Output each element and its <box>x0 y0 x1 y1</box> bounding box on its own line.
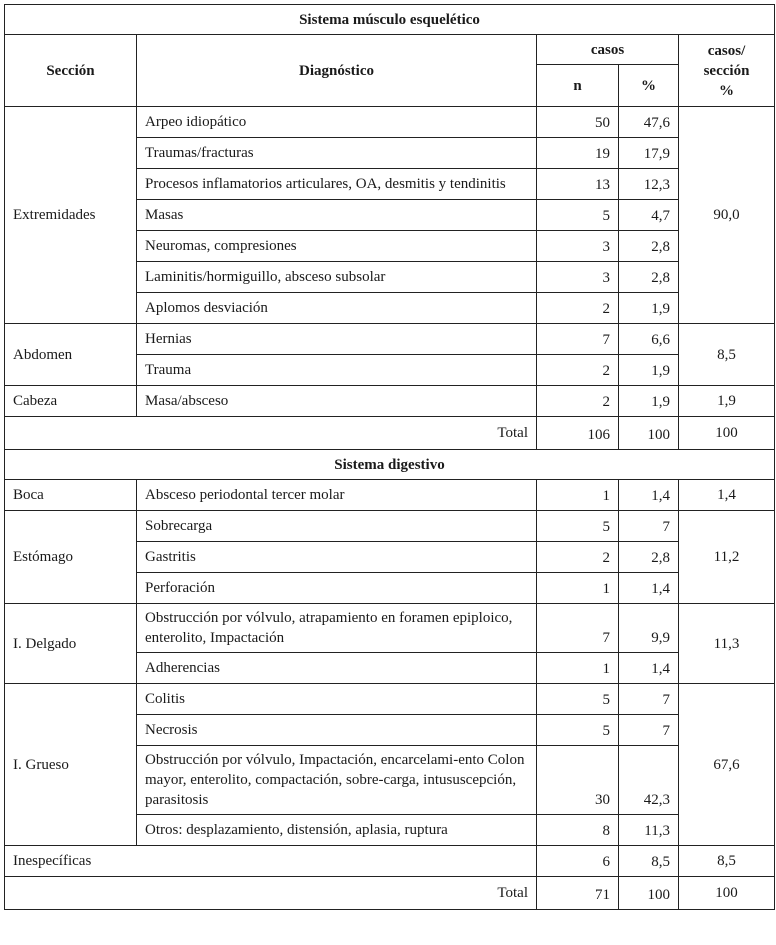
cases-n: 5 <box>537 511 619 542</box>
cases-pct: 1,4 <box>619 573 679 604</box>
section-name: I. Grueso <box>5 684 137 846</box>
cases-pct: 6,6 <box>619 324 679 355</box>
diagnosis: Masas <box>137 200 537 231</box>
cases-per-section: 90,0 <box>679 107 775 324</box>
cases-per-section: 8,5 <box>679 324 775 386</box>
cases-pct: 2,8 <box>619 231 679 262</box>
cases-n: 1 <box>537 480 619 511</box>
diagnosis: Perforación <box>137 573 537 604</box>
cases-n: 6 <box>537 846 619 877</box>
cases-n: 30 <box>537 746 619 815</box>
cases-pct: 11,3 <box>619 815 679 846</box>
table-row <box>5 480 775 511</box>
cases-n: 2 <box>537 293 619 324</box>
header-section: Sección <box>5 35 137 107</box>
diagnosis: Otros: desplazamiento, distensión, aplasia, ruptura <box>137 815 537 846</box>
diagnosis: Obstrucción por vólvulo, Impactación, encarcelami-ento Colon mayor, enterolito, compactación, sobre-carga, intususcepción, parasitosis <box>137 746 537 815</box>
cases-n: 2 <box>537 355 619 386</box>
cases-pct: 4,7 <box>619 200 679 231</box>
cases-pct: 1,9 <box>619 355 679 386</box>
total-n: 106 <box>537 417 619 450</box>
cases-pct: 47,6 <box>619 107 679 138</box>
cases-pct: 2,8 <box>619 542 679 573</box>
table-row <box>5 511 775 542</box>
cases-pct: 1,4 <box>619 653 679 684</box>
cases-per-section: 11,2 <box>679 511 775 604</box>
section-name: Inespecíficas <box>5 846 537 877</box>
cases-n: 8 <box>537 815 619 846</box>
table-row <box>5 386 775 417</box>
diagnosis: Hernias <box>137 324 537 355</box>
cases-n: 5 <box>537 684 619 715</box>
header-cases: casos <box>537 35 679 65</box>
cases-n: 13 <box>537 169 619 200</box>
section-name: Estómago <box>5 511 137 604</box>
total-cases-section: 100 <box>679 877 775 910</box>
header-pct: % <box>619 65 679 107</box>
diagnosis: Gastritis <box>137 542 537 573</box>
diagnosis: Absceso periodontal tercer molar <box>137 480 537 511</box>
cases-pct: 8,5 <box>619 846 679 877</box>
diagnosis: Necrosis <box>137 715 537 746</box>
section-name: Abdomen <box>5 324 137 386</box>
cases-n: 2 <box>537 542 619 573</box>
cases-pct: 7 <box>619 511 679 542</box>
cases-pct: 42,3 <box>619 746 679 815</box>
total-row <box>5 417 775 450</box>
cases-n: 3 <box>537 262 619 293</box>
cases-per-section: 8,5 <box>679 846 775 877</box>
total-cases-section: 100 <box>679 417 775 450</box>
header-cases-section-line: % <box>719 82 734 99</box>
diagnosis-table <box>4 4 775 910</box>
cases-pct: 1,4 <box>619 480 679 511</box>
cases-per-section: 67,6 <box>679 684 775 846</box>
cases-per-section: 1,9 <box>679 386 775 417</box>
table-row <box>5 604 775 653</box>
cases-n: 19 <box>537 138 619 169</box>
cases-n: 1 <box>537 573 619 604</box>
header-row <box>5 35 775 65</box>
cases-pct: 17,9 <box>619 138 679 169</box>
header-cases-section-line: casos/ <box>707 42 746 59</box>
cases-n: 2 <box>537 386 619 417</box>
diagnosis: Adherencias <box>137 653 537 684</box>
total-pct: 100 <box>619 417 679 450</box>
cases-n: 7 <box>537 324 619 355</box>
cases-pct: 7 <box>619 715 679 746</box>
diagnosis: Procesos inflamatorios articulares, OA, desmitis y tendinitis <box>137 169 537 200</box>
diagnosis: Masa/absceso <box>137 386 537 417</box>
diagnosis: Aplomos desviación <box>137 293 537 324</box>
cases-pct: 9,9 <box>619 604 679 653</box>
total-row <box>5 877 775 910</box>
section-name: Cabeza <box>5 386 137 417</box>
header-cases-section-line: sección <box>703 62 750 79</box>
cases-pct: 1,9 <box>619 293 679 324</box>
cases-pct: 2,8 <box>619 262 679 293</box>
cases-pct: 12,3 <box>619 169 679 200</box>
diagnosis: Trauma <box>137 355 537 386</box>
diagnosis: Colitis <box>137 684 537 715</box>
table-row <box>5 107 775 138</box>
cases-n: 7 <box>537 604 619 653</box>
system-title: Sistema digestivo <box>5 450 775 480</box>
cases-pct: 7 <box>619 684 679 715</box>
header-diagnosis: Diagnóstico <box>137 35 537 107</box>
section-name: Boca <box>5 480 137 511</box>
system-title-row <box>5 5 775 35</box>
section-name: Extremidades <box>5 107 137 324</box>
header-cases-section <box>679 35 775 107</box>
diagnosis: Obstrucción por vólvulo, atrapamiento en foramen epiploico, enterolito, Impactación <box>137 604 537 653</box>
total-label: Total <box>5 417 537 450</box>
table-row <box>5 684 775 715</box>
cases-n: 50 <box>537 107 619 138</box>
system-title: Sistema músculo esquelético <box>5 5 775 35</box>
diagnosis: Neuromas, compresiones <box>137 231 537 262</box>
diagnosis: Arpeo idiopático <box>137 107 537 138</box>
cases-n: 5 <box>537 715 619 746</box>
table-row <box>5 846 775 877</box>
table-row <box>5 324 775 355</box>
cases-per-section: 11,3 <box>679 604 775 684</box>
cases-n: 3 <box>537 231 619 262</box>
diagnosis: Traumas/fracturas <box>137 138 537 169</box>
total-label: Total <box>5 877 537 910</box>
section-name: I. Delgado <box>5 604 137 684</box>
cases-n: 5 <box>537 200 619 231</box>
diagnosis: Laminitis/hormiguillo, absceso subsolar <box>137 262 537 293</box>
cases-pct: 1,9 <box>619 386 679 417</box>
cases-per-section: 1,4 <box>679 480 775 511</box>
total-pct: 100 <box>619 877 679 910</box>
diagnosis: Sobrecarga <box>137 511 537 542</box>
total-n: 71 <box>537 877 619 910</box>
cases-n: 1 <box>537 653 619 684</box>
system-title-row <box>5 450 775 480</box>
header-n: n <box>537 65 619 107</box>
